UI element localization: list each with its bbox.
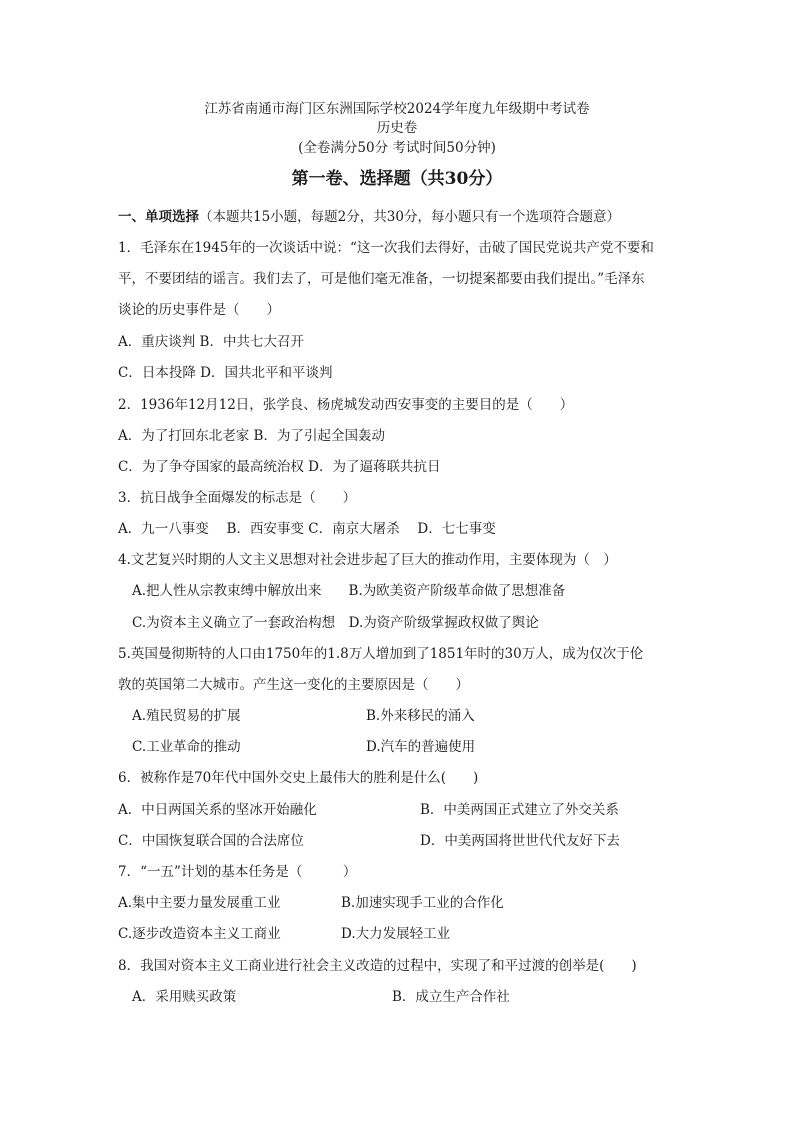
- q6-option-d: D．中美两国将世世代代友好下去: [420, 833, 620, 849]
- section-heading: [118, 208, 620, 226]
- q1-stem-line-1: 1．毛泽东在1945年的一次谈话中说：“这一次我们去得好，击破了国民党说共产党不要和: [118, 240, 654, 256]
- q4-option-row-2: C.为资本主义确立了一套政治构想 D.为资产阶级掌握政权做了舆论: [132, 615, 539, 631]
- q3-options: A．九一八事变 B．西安事变 C．南京大屠杀 D．七七事变: [118, 521, 496, 537]
- q7-option-b: B.加速实现手工业的合作化: [341, 895, 504, 911]
- q8-stem: 8．我国对资本主义工商业进行社会主义改造的过程中，实现了和平过渡的创举是( ): [118, 958, 637, 974]
- q4-option-row-1: A.把人性从宗教束缚中解放出来 B.为欧美资产阶级革命做了思想准备: [132, 583, 566, 599]
- q8-option-a: A．采用赎买政策: [132, 989, 237, 1005]
- q7-option-c: C.逐步改造资本主义工商业: [118, 926, 281, 942]
- q5-option-b: B.外来移民的涌入: [366, 708, 475, 724]
- q3-stem: 3．抗日战争全面爆发的标志是（ ）: [118, 490, 357, 506]
- q7-option-d: D.大力发展轻工业: [341, 926, 451, 942]
- q6-stem: 6．被称作是70年代中国外交史上最伟大的胜利是什么( ): [118, 770, 479, 786]
- q7-stem: 7．“一五”计划的基本任务是（ ）: [118, 864, 357, 880]
- section-label: 一、单项选择: [118, 209, 199, 225]
- q2-option-row-2: C．为了争夺国家的最高统治权 D．为了逼蒋联共抗日: [118, 459, 441, 475]
- q4-stem: 4.文艺复兴时期的人文主义思想对社会进步起了巨大的推动作用，主要体现为（ ）: [118, 552, 617, 568]
- part-title: 第一卷、选择题（共30分）: [291, 169, 503, 189]
- q1-option-row-2: C．日本投降 D．国共北平和平谈判: [118, 365, 333, 381]
- q6-option-a: A．中日两国关系的坚冰开始融化: [118, 802, 317, 818]
- q1-option-row-1: A．重庆谈判 B．中共七大召开: [118, 334, 304, 350]
- q5-stem-line-1: 5.英国曼彻斯特的人口由1750年的1.8万人增加到了1851年时的30万人，成为仅次于伦: [118, 646, 644, 662]
- q6-option-c: C．中国恢复联合国的合法席位: [118, 833, 304, 849]
- q5-option-a: A.殖民贸易的扩展: [132, 708, 241, 724]
- section-desc: （本题共15小题，每题2分，共30分，每小题只有一个选项符合题意）: [199, 209, 620, 225]
- q5-stem-line-2: 敦的英国第二大城市。产生这一变化的主要原因是（ ）: [118, 677, 469, 693]
- exam-title: 江苏省南通市海门区东洲国际学校2024学年度九年级期中考试卷: [204, 101, 590, 117]
- exam-subject: 历史卷: [376, 120, 418, 136]
- q6-option-b: B．中美两国正式建立了外交关系: [420, 802, 619, 818]
- q5-option-c: C.工业革命的推动: [132, 739, 241, 755]
- q1-stem-line-3: 谈论的历史事件是（ ）: [118, 302, 280, 318]
- exam-info: (全卷满分50分 考试时间50分钟): [298, 140, 496, 156]
- q2-option-row-1: A．为了打回东北老家 B．为了引起全国轰动: [118, 428, 385, 444]
- q8-option-b: B．成立生产合作社: [392, 989, 510, 1005]
- q5-option-d: D.汽车的普遍使用: [366, 739, 476, 755]
- q1-stem-line-2: 平，不要团结的谣言。我们去了，可是他们毫无准备，一切提案都要由我们提出。”毛泽东: [118, 271, 645, 287]
- q7-option-a: A.集中主要力量发展重工业: [118, 895, 281, 911]
- q2-stem: 2．1936年12月12日，张学良、杨虎城发动西安事变的主要目的是（ ）: [118, 397, 574, 413]
